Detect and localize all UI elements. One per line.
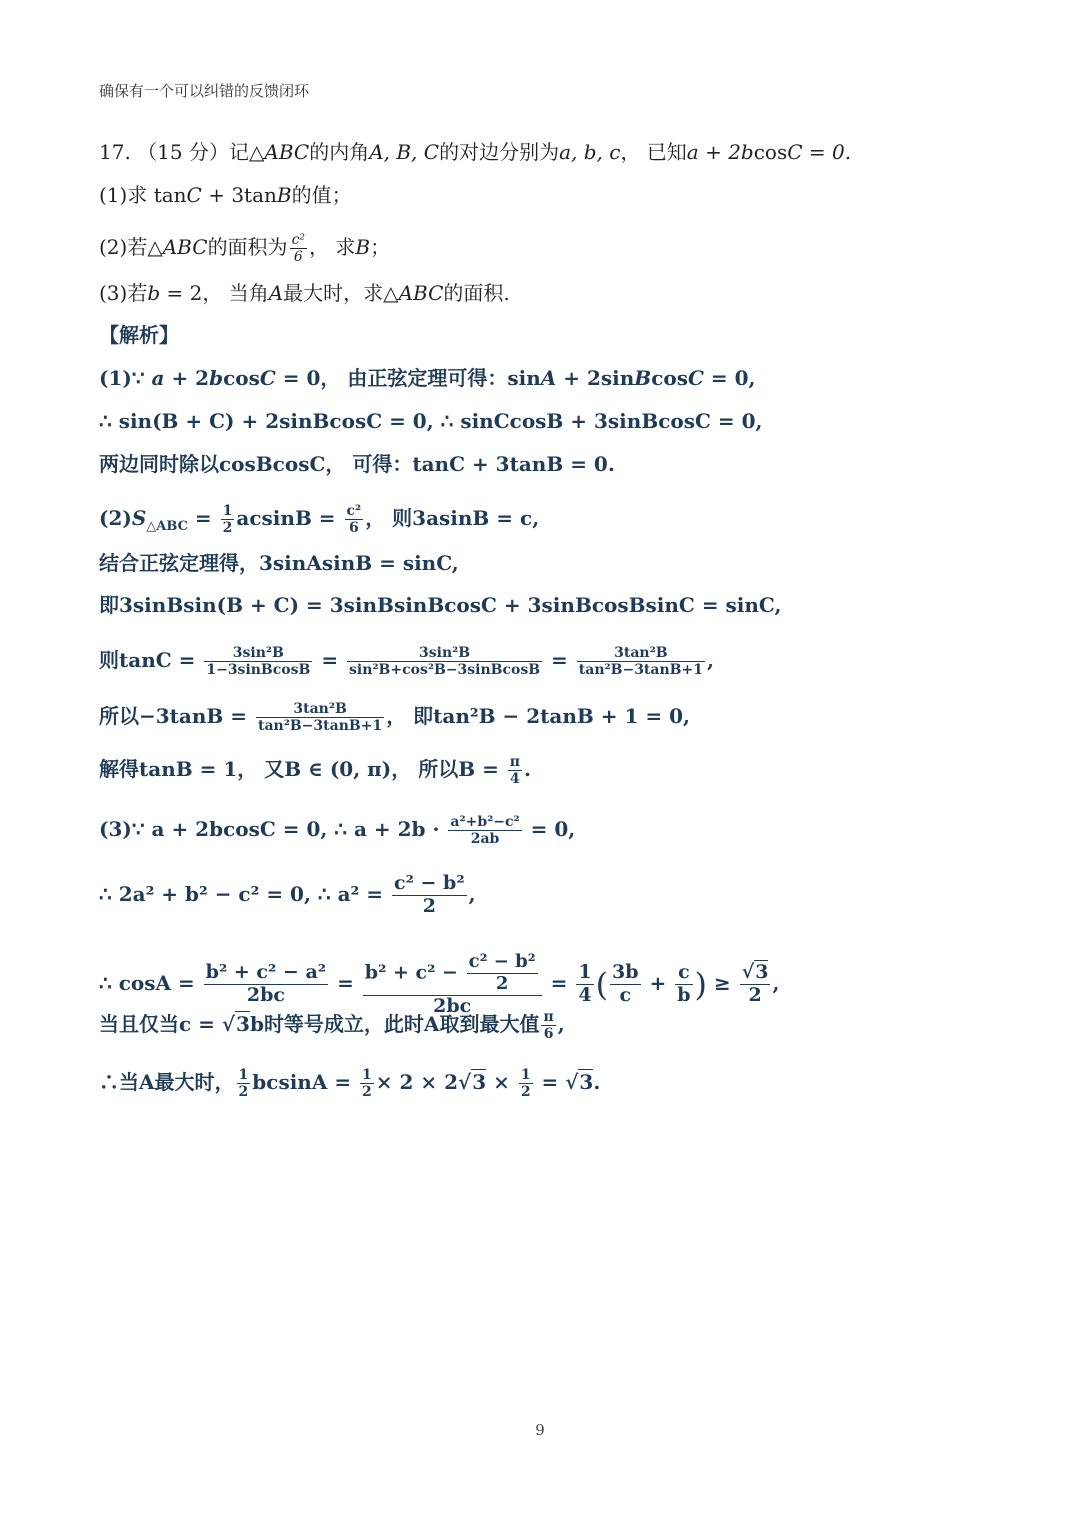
fraction-denominator: 2 [520, 1084, 531, 1101]
solution-3-line-3 [99, 952, 779, 1017]
fraction-numerator: c² [291, 232, 306, 248]
question-stem [99, 140, 851, 164]
solution-2-line-6 [99, 754, 531, 787]
solution-3-line-5 [99, 1067, 600, 1100]
cos-law-fraction [448, 814, 521, 847]
solution-3-line-2 [99, 873, 476, 918]
fraction-numerator: π [543, 1009, 554, 1025]
solution-text: + [642, 971, 674, 996]
part-text: + 3tan [201, 183, 277, 207]
solution-text: , [557, 1012, 565, 1037]
tan-fraction-3 [577, 645, 705, 678]
solution-text: = 0, [703, 366, 756, 390]
left-paren: ( [595, 965, 609, 1004]
pi-over-4-fraction [508, 754, 522, 787]
fraction-numerator: c [675, 962, 692, 985]
fraction-denominator: 2bc [246, 984, 285, 1007]
part-math: ABC [398, 281, 444, 305]
a-squared-fraction [392, 873, 467, 918]
question-number: 17. [99, 140, 131, 164]
solution-3-line-1 [99, 814, 575, 847]
solution-2-line-3: 即3sinBsin(B + C) = 3sinBsinBcosC + 3sinBcosBsinC = sinC, [99, 593, 782, 617]
page-number: 9 [535, 1421, 545, 1439]
part-text: 求 tan [127, 183, 187, 207]
solution-text: ∴ cosA = [99, 971, 202, 996]
question-score: （15 分） [137, 140, 229, 164]
solution-text: + 2 [164, 366, 210, 390]
solution-text: . [593, 1070, 601, 1095]
solution-math: A [540, 366, 557, 390]
solution-1-line-1 [99, 366, 755, 390]
sqrt-symbol [742, 962, 769, 984]
solution-text: ， 则3asinB = c, [365, 506, 540, 531]
fraction-denominator: tan²B−3tanB+1 [578, 662, 703, 679]
fraction-numerator: 1 [238, 1067, 249, 1083]
solution-text: ∴ 2a² + b² − c² = 0, ∴ a² = [99, 881, 390, 906]
solution-text: × [486, 1070, 517, 1095]
part-math: ABC [162, 235, 208, 260]
solution-text: , [772, 971, 780, 996]
solution-text: bcsinA = [252, 1070, 359, 1095]
fraction-denominator: 4 [578, 984, 592, 1007]
stem-math: ABC [264, 140, 310, 164]
solution-2-line-4 [99, 645, 714, 678]
pi-over-6-fraction [541, 1009, 555, 1042]
solution-text: (3)∵ a + 2bcosC = 0, ∴ a + 2b · [99, 817, 447, 842]
c-over-b-fraction [675, 962, 692, 1007]
stem-math: C = 0. [787, 140, 852, 164]
part-text: 的面积. [443, 281, 510, 305]
fraction-denominator: 2 [748, 984, 762, 1007]
solution-text: cos [651, 366, 688, 390]
radicand: 3 [472, 1070, 487, 1095]
part-text: = 2， 当角 [160, 281, 269, 305]
fraction-numerator: 1 [222, 503, 233, 519]
solution-2-line-2: 结合正弦定理得，3sinAsinB = sinC, [99, 551, 459, 575]
nested-fraction [467, 952, 538, 995]
fraction-denominator: 2 [222, 520, 233, 537]
fraction-numerator: 1 [578, 961, 592, 984]
fraction-numerator: π [509, 754, 521, 770]
radical-sign: √ [458, 1070, 472, 1095]
solution-math: b [209, 366, 224, 390]
tan-fraction-4 [256, 701, 384, 734]
part-label: (2) [99, 235, 128, 260]
stem-text: 的内角 [309, 140, 370, 164]
solution-text: , [468, 881, 476, 906]
fraction-numerator: 3tan²B [577, 645, 705, 662]
right-paren: ) [694, 965, 708, 1004]
solution-text: , [706, 648, 714, 673]
fraction-denominator: 2bc [433, 994, 472, 1017]
fraction-numerator: 1 [520, 1067, 531, 1083]
radical-sign: √ [565, 1070, 579, 1095]
solution-text: 则tanC = [99, 648, 203, 673]
solution-text: = [534, 1070, 566, 1095]
solution-2-line-5 [99, 701, 690, 734]
part-label: (3) [99, 281, 128, 305]
solution-text: 解得tanB = 1， 又B ∈ (0, π)， 所以B = [99, 757, 506, 782]
numerator-text: b² + c² − [364, 961, 465, 984]
radicand: 3 [755, 961, 769, 984]
fraction-denominator: 2 [238, 1084, 249, 1101]
sqrt-symbol [222, 1012, 250, 1036]
radicand: 3 [579, 1070, 594, 1095]
fraction-numerator: c² − b² [394, 872, 465, 894]
sqrt-symbol [458, 1070, 486, 1094]
part-math: b [147, 281, 161, 305]
part-math: C [186, 183, 202, 207]
half-fraction [360, 1067, 374, 1100]
solution-math: a [151, 366, 165, 390]
fraction-denominator: sin²B+cos²B−3sinBcosB [349, 662, 541, 679]
tan-fraction-1 [204, 645, 312, 678]
solution-text: 当且仅当c = [99, 1012, 222, 1037]
solution-text: × 2 × 2 [375, 1070, 459, 1095]
fraction-denominator: 6 [348, 520, 359, 537]
part-text: 若 [127, 281, 148, 305]
solution-math: C [259, 366, 276, 390]
solution-math: S [131, 506, 147, 531]
quarter-fraction [576, 962, 593, 1007]
solution-text: (1)∵ [99, 366, 152, 390]
fraction-denominator: tan²B−3tanB+1 [258, 718, 383, 735]
question-part-1 [99, 183, 352, 207]
stem-text: ， 已知 [620, 140, 687, 164]
solution-text: = 0， 由正弦定理可得：sin [275, 366, 541, 390]
solution-text: ∴当A最大时， [99, 1070, 235, 1095]
fraction-denominator: 6 [543, 1026, 554, 1043]
part-math: A [268, 281, 284, 305]
part-text: ； [370, 235, 391, 260]
fraction-denominator: 2 [362, 1084, 372, 1101]
part-text: 最大时，求△ [283, 281, 399, 305]
half-fraction [237, 1067, 251, 1100]
solution-3-line-4 [99, 1009, 565, 1042]
radical-sign: √ [221, 1012, 236, 1037]
solution-text: = [544, 648, 575, 673]
fraction-denominator: 2 [495, 972, 509, 994]
solution-2-line-1 [99, 503, 539, 536]
fraction-numerator: 3b [612, 961, 639, 984]
fraction-denominator: 2ab [470, 831, 500, 848]
fraction-denominator: 6 [293, 249, 303, 266]
fraction-numerator [363, 952, 542, 996]
stem-math: A, B, C [369, 140, 440, 164]
solution-1-line-2: ∴ sin(B + C) + 2sinBcosC = 0, ∴ sinCcosB + 3sinBcosC = 0, [99, 409, 763, 433]
solution-text: cos [223, 366, 260, 390]
fraction-denominator: 2 [422, 894, 436, 917]
fraction-denominator: b [677, 984, 691, 1007]
part-text: ， 求 [309, 235, 356, 260]
half-fraction [519, 1067, 533, 1100]
stem-text: 的对边分别为 [439, 140, 560, 164]
fraction-numerator: b² + c² − a² [205, 961, 327, 984]
question-part-3 [99, 281, 510, 305]
solution-text: ， 即tan²B − 2tanB + 1 = 0, [386, 704, 690, 729]
area-subscript: △ABC [146, 519, 188, 535]
part-text: 若△ [127, 235, 163, 260]
radicand: 3 [236, 1012, 250, 1037]
solution-text: = [543, 971, 575, 996]
part-math: B [355, 235, 371, 260]
solution-text: ≥ [707, 971, 738, 996]
solution-text: 所以−3tanB = [99, 704, 254, 729]
fraction-numerator: 3tan²B [256, 701, 384, 718]
solution-text: = [314, 648, 346, 673]
analysis-tag: 【解析】 [99, 323, 179, 347]
stem-math: cos [753, 140, 788, 164]
solution-text: b时等号成立，此时A取到最大值 [249, 1012, 540, 1037]
stem-text: 记△ [228, 140, 265, 164]
solution-text: + 2sin [556, 366, 635, 390]
area-fraction [290, 232, 307, 265]
stem-math: a, b, c [559, 140, 621, 164]
sqrt3-over-2-fraction [740, 962, 771, 1007]
fraction-numerator: 1 [362, 1067, 372, 1083]
solution-math: B [634, 366, 652, 390]
fraction-denominator: 1−3sinBcosB [206, 662, 311, 679]
stem-math: a + 2b [686, 140, 754, 164]
fraction-numerator: 3sin²B [204, 645, 312, 662]
fraction-denominator: 4 [510, 771, 520, 788]
solution-text: (2) [99, 506, 132, 531]
solution-text: = [187, 506, 219, 531]
sqrt-symbol [565, 1070, 593, 1094]
fraction-numerator: 3sin²B [347, 645, 542, 662]
fraction-numerator: c² − b² [468, 951, 536, 972]
page-header: 确保有一个可以纠错的反馈闭环 [99, 82, 310, 100]
fraction-numerator: a²+b²−c² [450, 814, 520, 830]
fraction-numerator [740, 962, 771, 985]
part-text: 的值； [291, 183, 352, 207]
area-fraction [345, 503, 364, 536]
radical-sign: √ [741, 961, 755, 984]
solution-text: . [524, 757, 532, 782]
fraction-numerator: c² [346, 503, 362, 519]
three-b-over-c-fraction [610, 962, 641, 1007]
cosA-fraction-2 [363, 952, 542, 1017]
part-math: B [276, 183, 292, 207]
cosA-fraction-1 [204, 962, 328, 1007]
solution-text: = [330, 971, 361, 996]
part-label: (1) [99, 183, 128, 207]
solution-1-line-3: 两边同时除以cosBcosC， 可得：tanC + 3tanB = 0. [99, 452, 615, 476]
part-text: 的面积为 [207, 235, 288, 260]
tan-fraction-2 [347, 645, 542, 678]
solution-text: acsinB = [236, 506, 343, 531]
solution-math: C [687, 366, 704, 390]
solution-text: = 0, [523, 817, 576, 842]
fraction-denominator: c [619, 984, 632, 1007]
question-part-2 [99, 232, 390, 265]
half-fraction [221, 503, 235, 536]
